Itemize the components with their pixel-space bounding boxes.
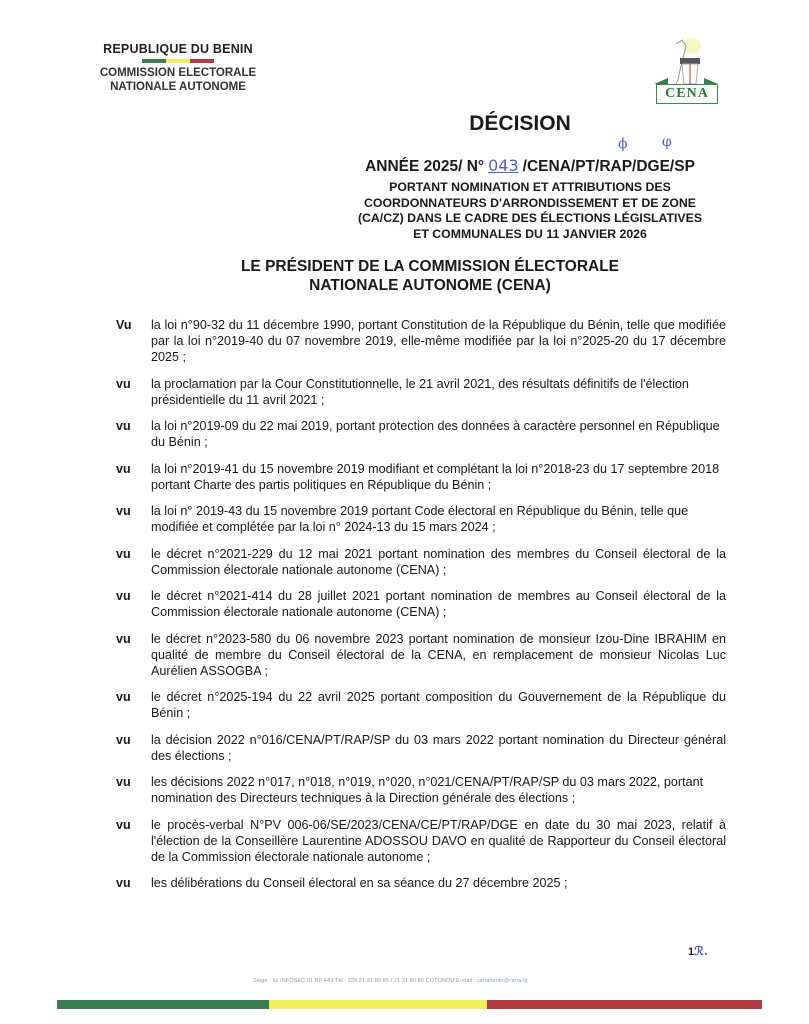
considerant-item (116, 817, 726, 865)
considerant-label: vu (116, 461, 131, 476)
considerant-item (116, 732, 726, 764)
number-suffix: /CENA/PT/RAP/DGE/SP (522, 158, 695, 175)
considerant-text: la décision 2022 n°016/CENA/PT/RAP/SP du 03 mars 2022 portant nomination du Directeur général des élections ; (151, 732, 726, 763)
footer-contact (253, 978, 527, 984)
organization-line-2: NATIONALE AUTONOME (110, 81, 246, 93)
torch-map-icon (652, 36, 720, 86)
considerant-label: vu (116, 876, 131, 890)
considerant-label: vu (116, 817, 131, 832)
subject-line: COORDONNATEURS D'ARRONDISSEMENT ET DE ZONE (364, 195, 696, 210)
footer-flag-bar (57, 1000, 762, 1009)
footer-address: Siège : 1x INFOSEC 01 BP 443 Tél : 229 21 31 89 85 / 21 31 89 86 COTONOU E-mail : (253, 978, 478, 984)
handwritten-initials: ℛ. (694, 944, 708, 958)
footer-bar-red (487, 1000, 762, 1009)
considerant-text: la loi n°2019-41 du 15 novembre 2019 modifiant et complétant la loi n°2018-23 du 17 septembre 2018 portant Charte des partis politiques en République du Bénin ; (151, 461, 720, 492)
authority-line-1: LE PRÉSIDENT DE LA COMMISSION ÉLECTORALE (240, 258, 620, 275)
considerant-text: la loi n° 2019-43 du 15 novembre 2019 portant Code électoral en République du Bénin, telle que modifiée et complétée par la loi n° 2024-13 du 15 mars 2024 ; (151, 504, 689, 534)
number-handwritten: 043 (488, 156, 519, 175)
considerant-item (116, 503, 726, 535)
organization-line-1: COMMISSION ELECTORALE (99, 67, 257, 79)
footer-email: cenabenin@cena.bj (477, 978, 528, 984)
considerant-item (116, 689, 726, 721)
considerant-item (116, 631, 726, 679)
subject-line: ET COMMUNALES DU 11 JANVIER 2026 (413, 226, 647, 241)
considerant-text: le décret n°2021-229 du 12 mai 2021 portant nomination des membres du Conseil électoral de la Commission électorale nationale autonome (CENA) ; (151, 546, 726, 577)
handwritten-initial-2: φ (662, 134, 672, 150)
considerant-text: la loi n°2019-09 du 22 mai 2019, portant protection des données à caractère personnel en République du Bénin ; (151, 419, 720, 449)
considerant-text: le décret n°2023-580 du 06 novembre 2023 portant nomination de monsieur Izou-Dine IBRAHIM en qualité de membre du Conseil électoral de la CENA, en remplacement de monsieur Nicolas Luc Aurélien ASSOGBA ; (151, 631, 726, 678)
decision-subject (320, 180, 740, 242)
considerant-text: la proclamation par la Cour Constitutionnelle, le 21 avril 2021, des résultats définitifs de l'élection présidentielle du 11 avril 2021 ; (151, 376, 689, 407)
considerant-text: le décret n°2021-414 du 28 juillet 2021 portant nomination de membres au Conseil électoral de la Commission électorale nationale autonome (CENA) ; (151, 589, 726, 619)
considerant-text: le décret n°2025-194 du 22 avril 2025 portant composition du Gouvernement de la République du Bénin ; (151, 690, 726, 720)
handwritten-initial-1: ϕ (618, 136, 628, 152)
considerant-item (116, 376, 726, 408)
considerant-label: vu (116, 631, 131, 646)
authority-heading (220, 257, 640, 295)
page-number (688, 944, 708, 958)
decision-number (330, 156, 730, 176)
number-prefix: ANNÉE 2025/ N° (365, 158, 485, 175)
considerant-label: vu (116, 732, 131, 747)
flag-red (190, 59, 214, 63)
considerant-label: vu (116, 690, 131, 704)
flag-green (142, 59, 166, 63)
considerant-item (116, 418, 726, 450)
page-number-value: 1 (688, 946, 695, 958)
considerant-label: vu (116, 419, 131, 433)
considerant-label: Vu (116, 318, 132, 332)
considerant-item (116, 546, 726, 578)
considerant-item (116, 875, 726, 891)
considerant-label: vu (116, 775, 131, 789)
authority-line-2: NATIONALE AUTONOME (CENA) (309, 277, 551, 294)
header-left-block (78, 42, 278, 94)
subject-line: PORTANT NOMINATION ET ATTRIBUTIONS DES (389, 180, 671, 194)
considerant-item (116, 317, 726, 365)
considerant-label: vu (116, 546, 131, 561)
document-type: DÉCISION (469, 112, 571, 135)
footer-bar-yellow (269, 1000, 488, 1009)
considerants-list (116, 317, 726, 902)
flag-bar (142, 59, 214, 63)
subject-line: (CA/CZ) DANS LE CADRE DES ÉLECTIONS LÉGISLATIVES (357, 211, 703, 225)
country-name: REPUBLIQUE DU BENIN (103, 42, 253, 56)
flag-yellow (166, 59, 190, 63)
considerant-text: les délibérations du Conseil électoral en sa séance du 27 décembre 2025 ; (151, 876, 568, 890)
considerant-item (116, 461, 726, 493)
footer-bar-green (57, 1000, 269, 1009)
considerant-item (116, 774, 726, 806)
considerant-label: vu (116, 589, 131, 603)
considerant-text: la loi n°90-32 du 11 décembre 1990, portant Constitution de la République du Bénin, telle que modifiée par la loi n°2019-40 du 07 novembre 2019, elle-même modifiée par la loi n°2025-20 du 17 décembre 2025 ; (151, 318, 726, 364)
cena-logo (652, 36, 720, 106)
logo-text: CENA (656, 84, 718, 104)
considerant-label: vu (116, 504, 131, 518)
considerant-text: les décisions 2022 n°017, n°018, n°019, n°020, n°021/CENA/PT/RAP/SP du 03 mars 2022, portant nomination des Directeurs techniques à la Direction générale des élections ; (151, 775, 704, 805)
considerant-item (116, 588, 726, 620)
considerant-text: le procès-verbal N°PV 006-06/SE/2023/CENA/CE/PT/RAP/DGE en date du 30 mai 2023, relatif à l'élection de la Conseillère Laurentine ADOSSOU DAVO en qualité de Rapporteur du Conseil électoral de la Commission électorale nationale autonome ; (151, 817, 726, 864)
considerant-label: vu (116, 376, 131, 391)
